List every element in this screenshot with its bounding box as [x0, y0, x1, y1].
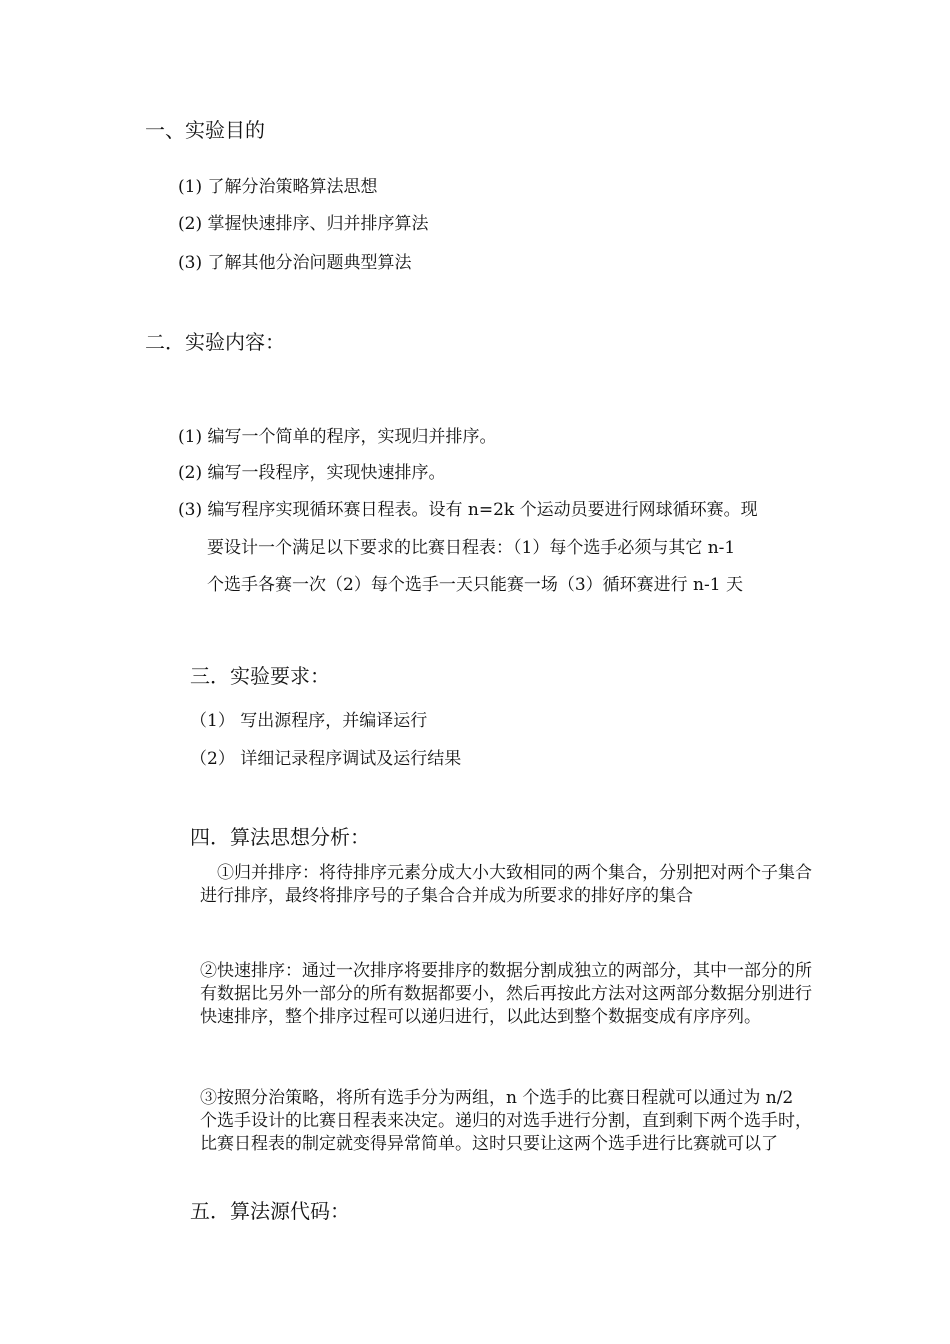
analysis-merge-sort: ①归并排序：将待排序元素分成大小大致相同的两个集合，分别把对两个子集合进行排序，最终将排序号的子集合合并成为所要求的排好序的集合: [200, 863, 812, 906]
heading-source-code: 五．算法源代码：: [190, 1199, 350, 1223]
heading-requirements: 三．实验要求：: [190, 664, 330, 688]
objective-item-3: (3) 了解其他分治问题典型算法: [178, 253, 412, 273]
content-item-2: (2) 编写一段程序，实现快速排序。: [178, 463, 446, 483]
heading-content: 二．实验内容：: [145, 330, 285, 354]
analysis-round-robin: ③按照分治策略，将所有选手分为两组，n 个选手的比赛日程就可以通过为 n/2 个选手设计的比赛日程表来决定。递归的对选手进行分割，直到剩下两个选手时，比赛日程表的制定就变得异常简单。这时只要让这两个选手进行比赛就可以了: [200, 1088, 812, 1154]
content-item-1: (1) 编写一个简单的程序，实现归并排序。: [178, 427, 497, 447]
analysis-quick-sort: ②快速排序：通过一次排序将要排序的数据分割成独立的两部分，其中一部分的所有数据比另外一部分的所有数据都要小，然后再按此方法对这两部分数据分别进行快速排序，整个排序过程可以递归进行，以此达到整个数据变成有序序列。: [200, 961, 812, 1027]
objective-item-1: (1) 了解分治策略算法思想: [178, 177, 378, 197]
content-item-3: (3) 编写程序实现循环赛日程表。设有 n=2k 个运动员要进行网球循环赛。现: [178, 500, 758, 520]
objective-item-2: (2) 掌握快速排序、归并排序算法: [178, 214, 429, 234]
content-item-3-line-2: 要设计一个满足以下要求的比赛日程表：（1）每个选手必须与其它 n-1: [207, 538, 736, 558]
heading-analysis: 四．算法思想分析：: [190, 825, 370, 849]
heading-objectives: 一、实验目的: [145, 118, 265, 142]
requirement-item-1: （1） 写出源程序，并编译运行: [190, 711, 428, 731]
content-item-3-line-3: 个选手各赛一次（2）每个选手一天只能赛一场（3）循环赛进行 n-1 天: [207, 575, 743, 595]
requirement-item-2: （2） 详细记录程序调试及运行结果: [190, 749, 462, 769]
